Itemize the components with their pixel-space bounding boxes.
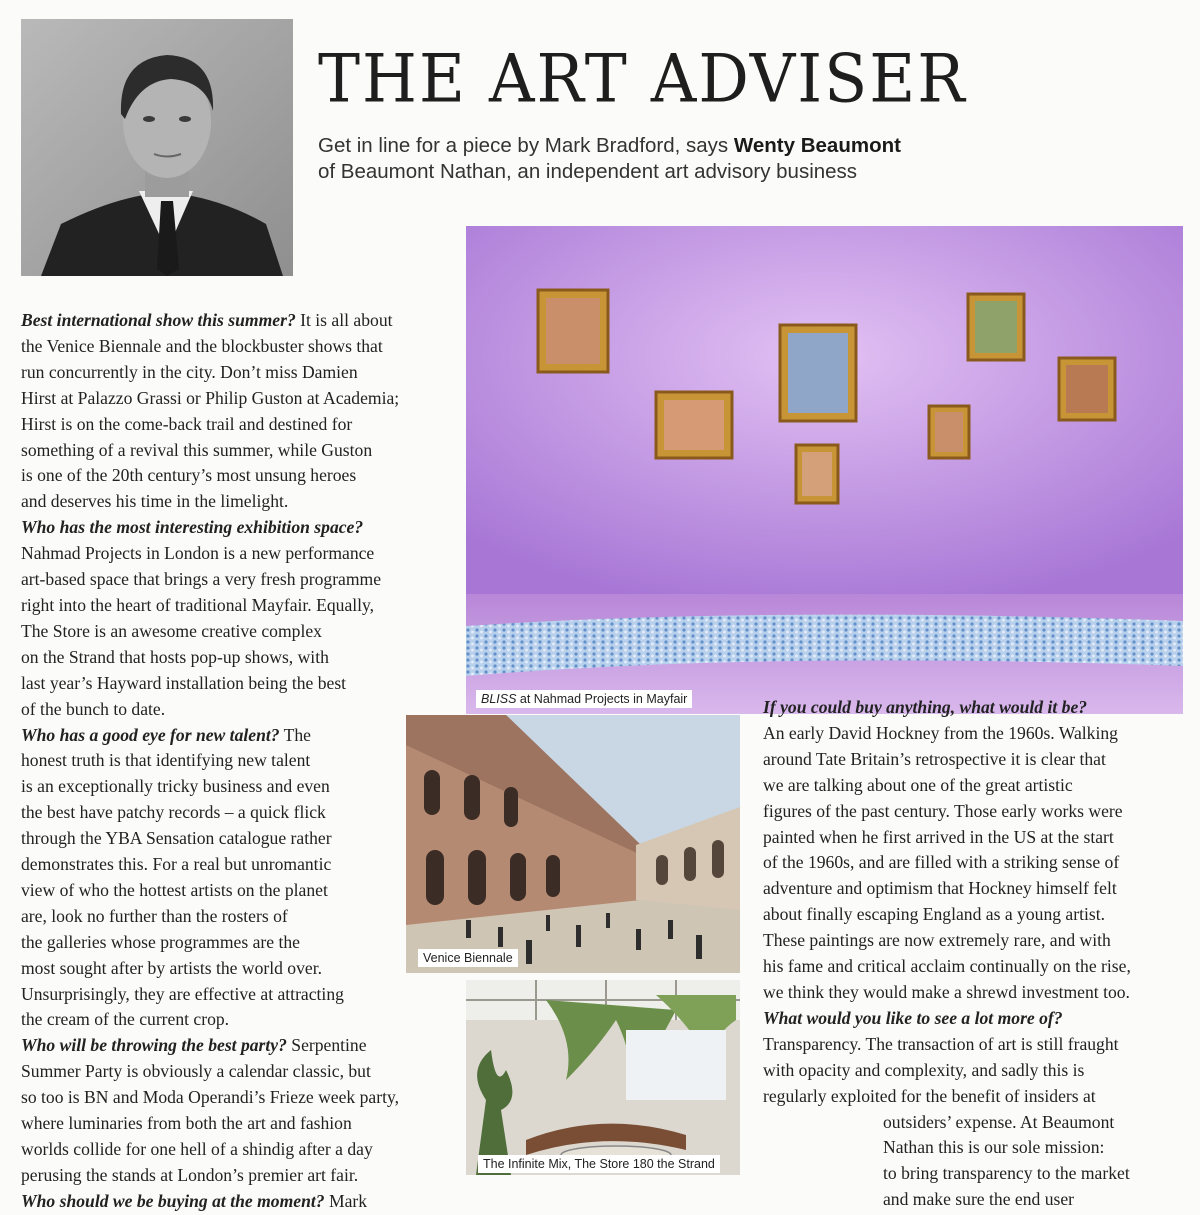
text-line: Summer Party is obviously a calendar classic, but (21, 1061, 371, 1082)
question: If you could buy anything, what would it be? (763, 697, 1088, 717)
text-line (21, 308, 399, 334)
venice-caption: Venice Biennale (418, 949, 518, 967)
text-line: demonstrates this. For a real but unromantic (21, 854, 332, 875)
left-column-text (21, 308, 399, 1215)
text-line: An early David Hockney from the 1960s. Walking (763, 722, 1118, 743)
store-caption: The Infinite Mix, The Store 180 the Strand (478, 1155, 720, 1173)
text-line: on the Strand that hosts pop-up shows, with (21, 646, 329, 667)
text-line: art-based space that brings a very fresh programme (21, 569, 382, 590)
text-fragment: Mark (324, 1190, 368, 1211)
text-line: Nathan this is our sole mission: (883, 1137, 1105, 1158)
text-line: honest truth is that identifying new talent (21, 750, 311, 771)
text-line: figures of the past century. Those early works were (763, 800, 1123, 821)
question: Who has the most interesting exhibition space? (21, 517, 364, 538)
text-line: view of who the hottest artists on the planet (21, 879, 328, 900)
text-line: and deserves his time in the limelight. (21, 491, 289, 512)
text-line: the galleries whose programmes are the (21, 931, 300, 952)
text-line: the best have patchy records – a quick flick (21, 802, 326, 823)
text-line: Hirst is on the come-back trail and destined for (21, 413, 353, 434)
page-title: THE ART ADVISER (318, 40, 967, 118)
text-line: of the bunch to date. (21, 698, 166, 719)
text-line: right into the heart of traditional Mayfair. Equally, (21, 594, 375, 615)
standfirst (318, 133, 1018, 185)
text-fragment: Serpentine (286, 1035, 367, 1056)
standfirst-text: Get in line for a piece by Mark Bradford, says (318, 134, 734, 157)
caption-text: at Nahmad Projects in Mayfair (516, 692, 688, 706)
text-line: is an exceptionally tricky business and even (21, 776, 330, 797)
text-line: adventure and optimism that Hockney himself felt (763, 878, 1117, 899)
text-line: we are talking about one of the great artistic (763, 774, 1073, 795)
text-line: run concurrently in the city. Don’t miss Damien (21, 361, 358, 382)
text-line (21, 723, 399, 749)
author-name: Wenty Beaumont (733, 134, 901, 157)
text-line: and make sure the end user (883, 1189, 1075, 1210)
text-line: last year’s Hayward installation being the best (21, 672, 347, 693)
text-line: are, look no further than the rosters of (21, 905, 288, 926)
text-line: where luminaries from both the art and fashion (21, 1113, 352, 1134)
text-line: perusing the stands at London’s premier art fair. (21, 1164, 359, 1185)
text-line: with opacity and complexity, and sadly this is (763, 1059, 1085, 1080)
question: Who will be throwing the best party? (21, 1035, 287, 1056)
venice-biennale-photo (406, 715, 740, 973)
bliss-caption (476, 690, 692, 708)
standfirst-text-line2: of Beaumont Nathan, an independent art advisory business (318, 160, 858, 183)
text-line (21, 1033, 399, 1059)
text-line: something of a revival this summer, while Guston (21, 439, 373, 460)
text-line: to bring transparency to the market (883, 1163, 1130, 1184)
portrait-photo (21, 19, 293, 276)
text-line: through the YBA Sensation catalogue rather (21, 828, 332, 849)
question: Who should we be buying at the moment? (21, 1190, 325, 1211)
text-line: regularly exploited for the benefit of insiders at (763, 1085, 1096, 1106)
text-line: his fame and critical acclaim continually on the rise, (763, 956, 1131, 977)
text-line: These paintings are now extremely rare, and with (763, 930, 1111, 951)
text-line: Hirst at Palazzo Grassi or Philip Guston at Academia; (21, 387, 400, 408)
right-column-text (763, 695, 1131, 1213)
text-line: is one of the 20th century’s most unsung heroes (21, 465, 357, 486)
bliss-exhibition-photo (466, 226, 1183, 714)
text-line: about finally escaping England as a young artist. (763, 904, 1106, 925)
question: Who has a good eye for new talent? (21, 724, 280, 745)
question: Best international show this summer? (21, 310, 296, 330)
text-line: Transparency. The transaction of art is still fraught (763, 1033, 1119, 1054)
caption-italic: BLISS (481, 692, 517, 706)
text-line: most sought after by artists the world over. (21, 957, 323, 978)
text-line: outsiders’ expense. At Beaumont (883, 1111, 1115, 1132)
text-line: the cream of the current crop. (21, 1009, 230, 1030)
text-line (21, 1189, 399, 1215)
question: What would you like to see a lot more of? (763, 1007, 1063, 1028)
text-line: Unsurprisingly, they are effective at attracting (21, 983, 344, 1004)
text-line: The Store is an awesome creative complex (21, 620, 322, 641)
text-fragment: The (279, 724, 311, 745)
text-line: so too is BN and Moda Operandi’s Frieze week party, (21, 1087, 400, 1108)
text-line: the Venice Biennale and the blockbuster shows that (21, 335, 383, 356)
text-line: painted when he first arrived in the US at the start (763, 826, 1114, 847)
the-store-photo (466, 980, 740, 1175)
text-line: of the 1960s, and are filled with a striking sense of (763, 852, 1120, 873)
text-fragment: It is all about (295, 310, 393, 330)
text-line: worlds collide for one hell of a shindig after a day (21, 1139, 373, 1159)
text-line: we think they would make a shrewd investment too. (763, 981, 1130, 1002)
text-line: Nahmad Projects in London is a new performance (21, 543, 375, 564)
text-line: around Tate Britain’s retrospective it is clear that (763, 748, 1106, 769)
